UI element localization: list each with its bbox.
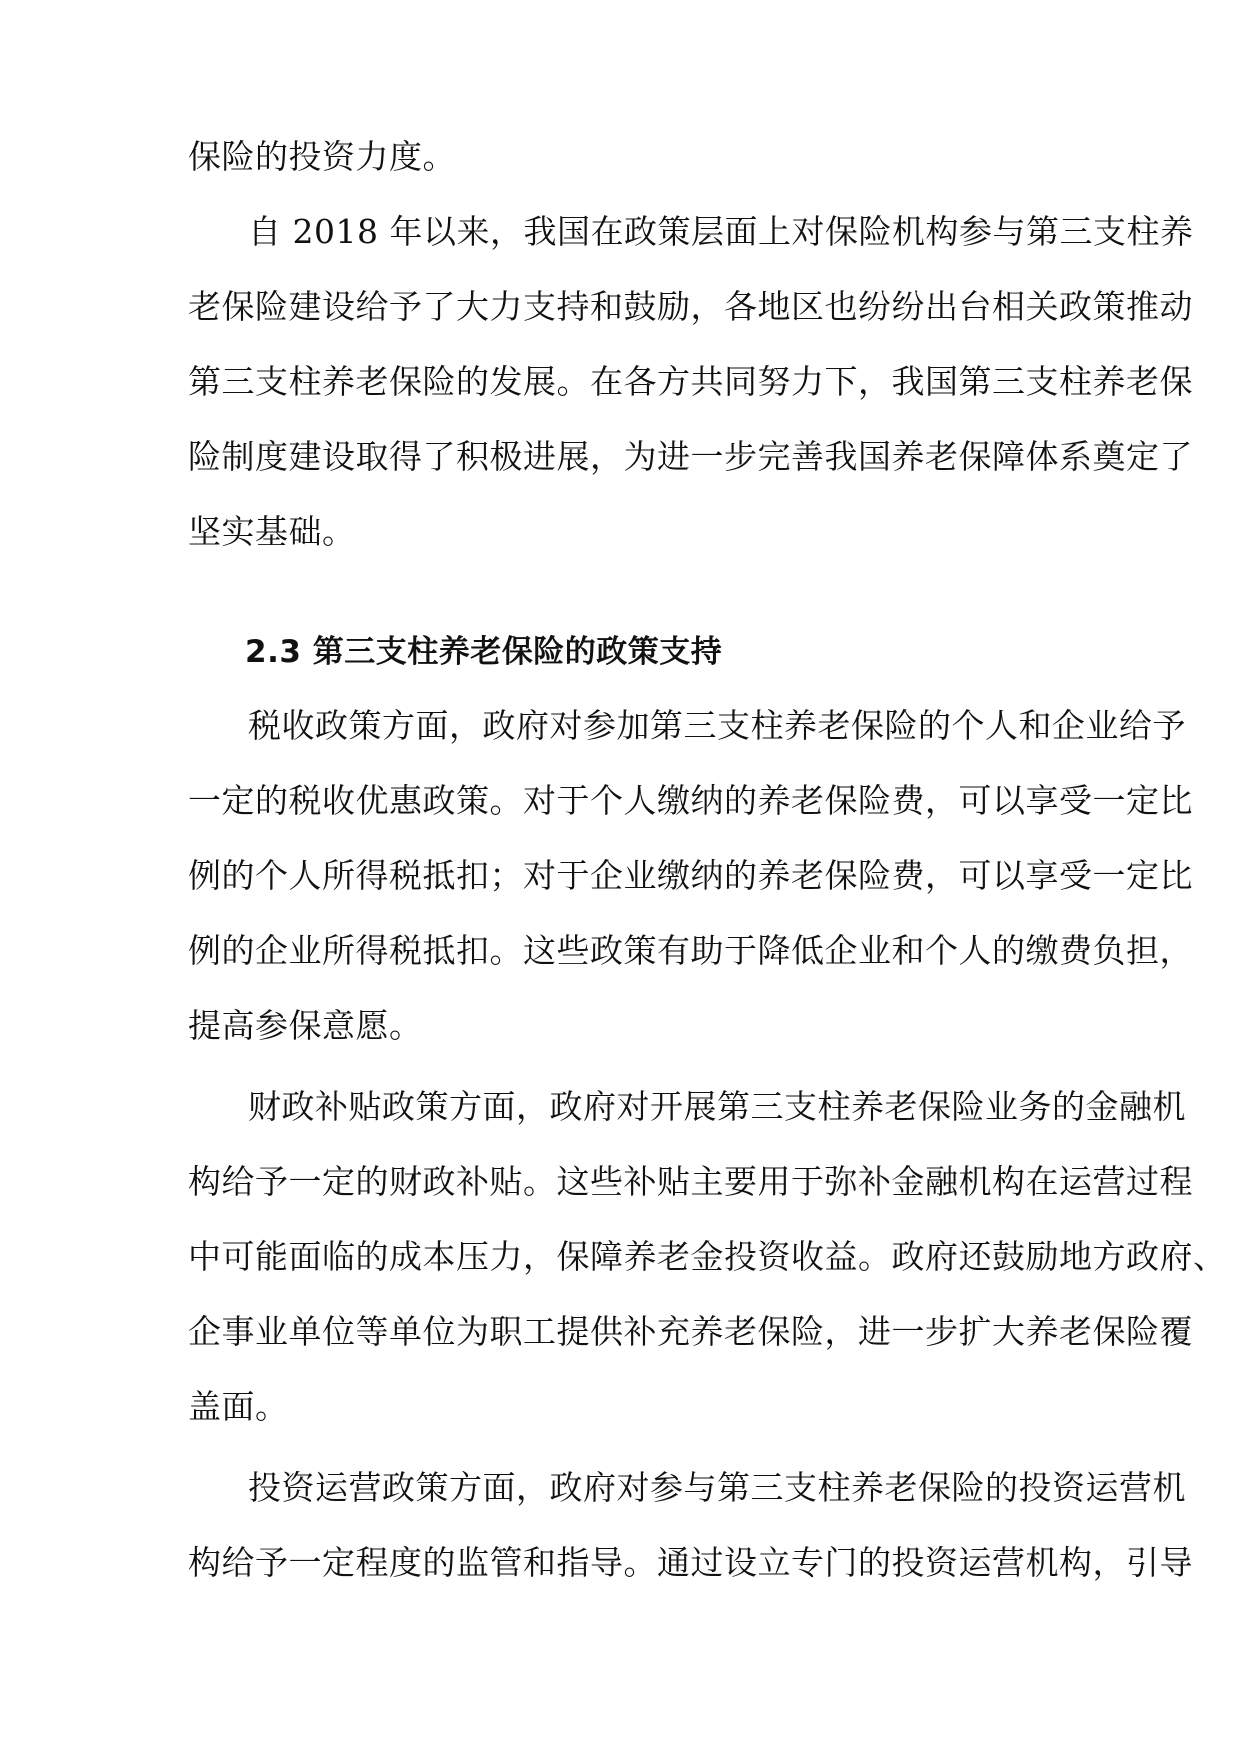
paragraph-line: 盖面。 (188, 1387, 289, 1426)
paragraph-line: 例的企业所得税抵扣。这些政策有助于降低企业和个人的缴费负担， (188, 931, 1193, 970)
paragraph-line: 中可能面临的成本压力，保障养老金投资收益。政府还鼓励地方政府、 (188, 1237, 1227, 1276)
paragraph-line: 例的个人所得税抵扣；对于企业缴纳的养老保险费，可以享受一定比 (188, 856, 1193, 895)
paragraph-line: 构给予一定程度的监管和指导。通过设立专门的投资运营机构，引导 (188, 1543, 1193, 1582)
paragraph-line: 财政补贴政策方面，政府对开展第三支柱养老保险业务的金融机 (248, 1087, 1186, 1126)
paragraph-line: 税收政策方面，政府对参加第三支柱养老保险的个人和企业给予 (248, 706, 1186, 745)
paragraph-line: 投资运营政策方面，政府对参与第三支柱养老保险的投资运营机 (248, 1468, 1186, 1507)
paragraph-line: 老保险建设给予了大力支持和鼓励，各地区也纷纷出台相关政策推动 (188, 287, 1193, 326)
paragraph-line: 第三支柱养老保险的发展。在各方共同努力下，我国第三支柱养老保 (188, 362, 1193, 401)
paragraph-line: 企事业单位等单位为职工提供补充养老保险，进一步扩大养老保险覆 (188, 1312, 1193, 1351)
section-heading: 2.3 第三支柱养老保险的政策支持 (245, 634, 723, 670)
paragraph-line: 一定的税收优惠政策。对于个人缴纳的养老保险费，可以享受一定比 (188, 781, 1193, 820)
paragraph-line: 自 2018 年以来，我国在政策层面上对保险机构参与第三支柱养 (248, 212, 1194, 251)
paragraph-line: 保险的投资力度。 (188, 137, 456, 176)
paragraph-line: 构给予一定的财政补贴。这些补贴主要用于弥补金融机构在运营过程 (188, 1162, 1193, 1201)
paragraph-line: 提高参保意愿。 (188, 1006, 423, 1045)
paragraph-line: 险制度建设取得了积极进展，为进一步完善我国养老保障体系奠定了 (188, 437, 1193, 476)
paragraph-line: 坚实基础。 (188, 512, 356, 551)
